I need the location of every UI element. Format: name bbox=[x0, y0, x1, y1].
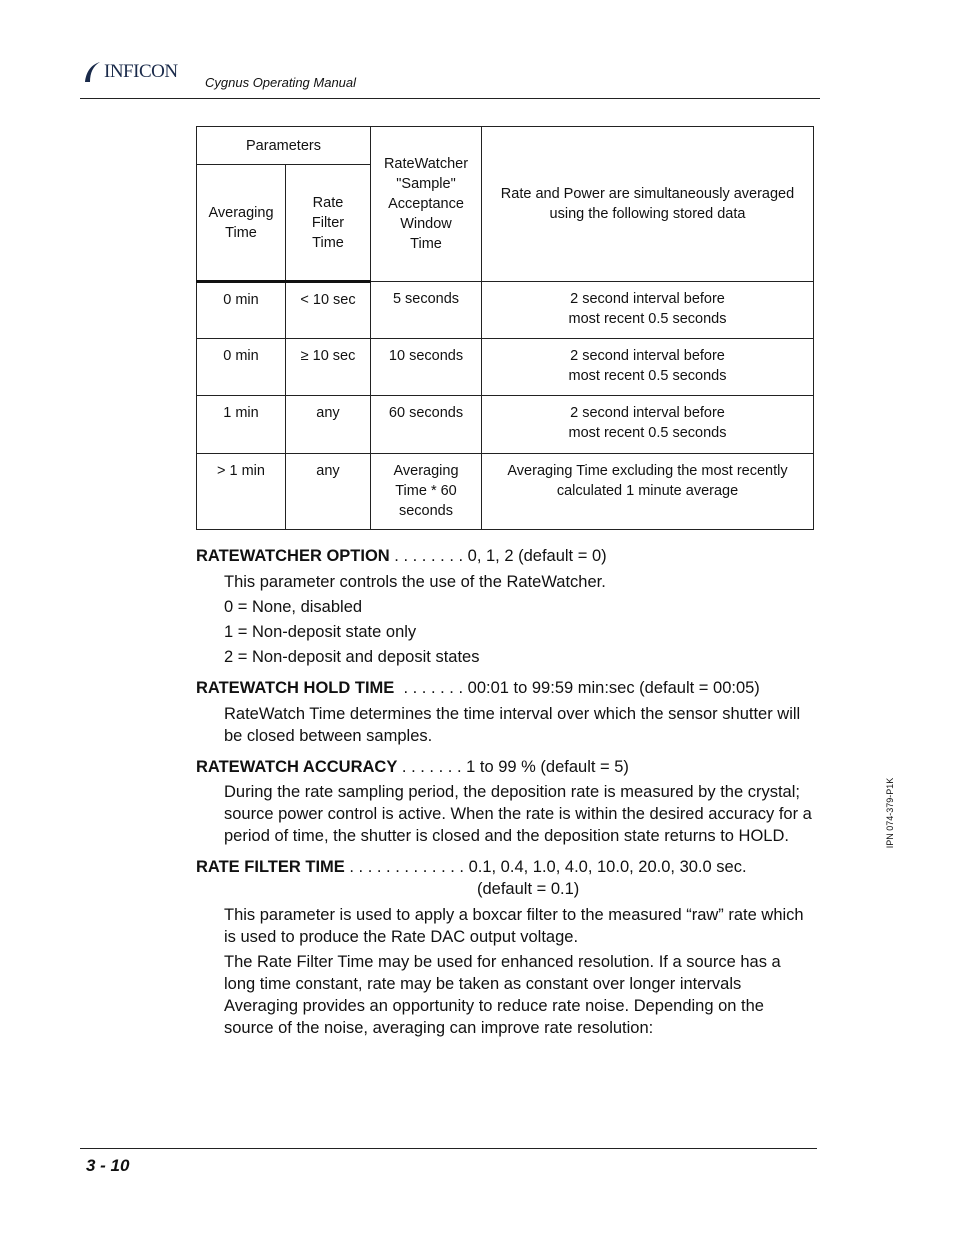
cell-filter: any bbox=[286, 396, 371, 454]
cell-window: Averaging Time * 60 seconds bbox=[371, 454, 482, 530]
ratewatcher-option-choice: 0 = None, disabled bbox=[224, 598, 363, 616]
table-row bbox=[197, 454, 814, 530]
page-number: 3 - 10 bbox=[86, 1156, 130, 1175]
table-row bbox=[197, 339, 814, 396]
header-rate-filter-time: Rate Filter Time bbox=[286, 165, 371, 282]
inficon-swoosh-icon bbox=[82, 61, 102, 83]
cell-data: Averaging Time excluding the most recently calculated 1 minute average bbox=[482, 454, 814, 530]
table-row bbox=[197, 282, 814, 339]
ratewatcher-option-heading: RATEWATCHER OPTION . . . . . . . . 0, 1, 2 (default = 0) bbox=[196, 547, 607, 565]
ratewatch-accuracy-description: During the rate sampling period, the deposition rate is measured by the crystal; source power control is active. When the rate is within the desired accuracy for a period of time, the shutter is closed and the deposition state returns to HOLD. bbox=[224, 783, 812, 845]
header-averaging-time: Averaging Time bbox=[197, 165, 286, 282]
cell-filter: < 10 sec bbox=[286, 282, 371, 339]
header-divider bbox=[80, 98, 820, 99]
header-window-time: RateWatcher "Sample" Acceptance Window Time bbox=[371, 127, 482, 282]
cell-window: 10 seconds bbox=[371, 339, 482, 396]
rate-filter-time-heading: RATE FILTER TIME . . . . . . . . . . . . . 0.1, 0.4, 1.0, 4.0, 10.0, 20.0, 30.0 sec. bbox=[196, 858, 747, 876]
cell-averaging: 1 min bbox=[197, 396, 286, 454]
rate-filter-resolution-note: The Rate Filter Time may be used for enhanced resolution. If a source has a long time constant, rate may be taken as constant over longer intervals Averaging provides an opportunity to reduce rate noise. Depending on the source of the noise, averaging can improve rate resolution: bbox=[224, 953, 781, 1037]
table-row bbox=[197, 396, 814, 454]
ratewatcher-option-choice: 2 = Non-deposit and deposit states bbox=[224, 648, 480, 666]
parameters-group-header: Parameters bbox=[197, 127, 371, 165]
ratewatch-hold-time-heading: RATEWATCH HOLD TIME . . . . . . . 00:01 to 99:59 min:sec (default = 00:05) bbox=[196, 679, 760, 697]
ratewatcher-option-description: This parameter controls the use of the RateWatcher. bbox=[224, 573, 606, 591]
logo-text: INFICON bbox=[104, 61, 178, 82]
cell-averaging: 0 min bbox=[197, 282, 286, 339]
cell-filter: ≥ 10 sec bbox=[286, 339, 371, 396]
ratewatch-hold-time-description: RateWatch Time determines the time interval over which the sensor shutter will be closed between samples. bbox=[224, 705, 801, 745]
cell-data: 2 second interval before most recent 0.5 seconds bbox=[482, 396, 814, 454]
header-stored-data: Rate and Power are simultaneously averaged using the following stored data bbox=[482, 127, 814, 282]
cell-averaging: > 1 min bbox=[197, 454, 286, 530]
ratewatcher-option-choice: 1 = Non-deposit state only bbox=[224, 623, 417, 641]
cell-window: 60 seconds bbox=[371, 396, 482, 454]
rate-filter-description: This parameter is used to apply a boxcar filter to the measured “raw” rate which is used to produce the Rate DAC output voltage. bbox=[224, 906, 804, 946]
parameter-table bbox=[196, 126, 814, 530]
cell-window: 5 seconds bbox=[371, 282, 482, 339]
ratewatch-accuracy-heading: RATEWATCH ACCURACY . . . . . . . 1 to 99 % (default = 5) bbox=[196, 758, 629, 776]
rate-filter-default: (default = 0.1) bbox=[477, 880, 580, 898]
cell-filter: any bbox=[286, 454, 371, 530]
cell-averaging: 0 min bbox=[197, 339, 286, 396]
ipn-label: IPN 074-379-P1K bbox=[885, 777, 895, 849]
cell-data: 2 second interval before most recent 0.5 seconds bbox=[482, 282, 814, 339]
manual-title: Cygnus Operating Manual bbox=[205, 75, 357, 90]
inficon-logo bbox=[82, 60, 178, 84]
footer-divider bbox=[80, 1148, 817, 1149]
cell-data: 2 second interval before most recent 0.5 seconds bbox=[482, 339, 814, 396]
